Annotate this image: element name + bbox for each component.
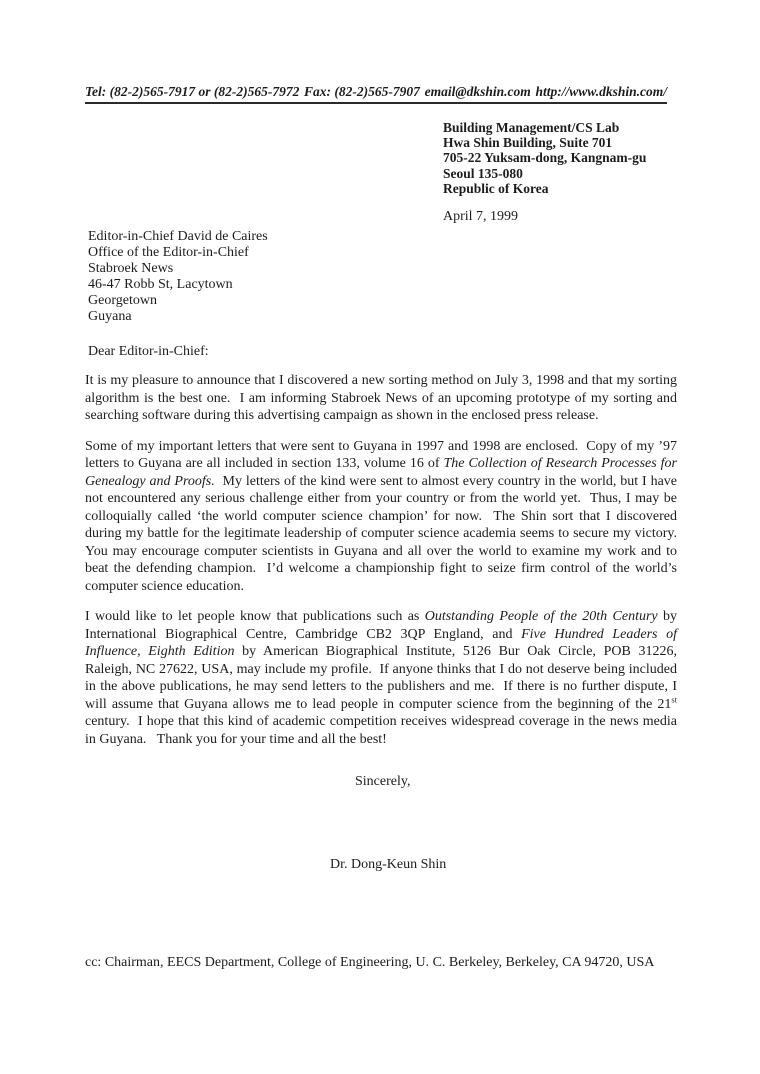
- closing-line: Sincerely,: [355, 774, 411, 789]
- salutation-line: Dear Editor-in-Chief:: [88, 344, 209, 359]
- body-paragraph-3: I would like to let people know that publications such as Outstanding People of the 20th Century by International Biographical Centre, Cambridge CB2 3QP England, and Five Hundred Leaders of Influence, Eighth Edition by American Biographical Institute, 5126 Bur Oak Circle, POB 31226, Raleigh, NC 27622, USA, may include my profile. If anyone thinks that I do not deserve being included in the above publications, he may send letters to the publishers and me. If there is no further dispute, I will assume that Guyana allows me to lead people in computer science from the beginning of the 21st century. I hope that this kind of academic competition receives widespread coverage in the news media in Guyana. Thank you for your time and all the best!: [85, 609, 681, 747]
- contact-tel: Tel: (82-2)565-7917 or (82-2)565-7972: [85, 84, 300, 99]
- date-line: April 7, 1999: [443, 209, 519, 224]
- sender-address-line: Hwa Shin Building, Suite 701: [443, 135, 613, 151]
- sender-address-line: Building Management/CS Lab: [443, 120, 620, 135]
- sender-address-block: [443, 120, 646, 196]
- contact-website: http://www.dkshin.com/: [535, 84, 667, 99]
- recipient-address-line: Guyana: [88, 309, 132, 324]
- recipient-address-line: Editor-in-Chief David de Caires: [88, 229, 268, 244]
- signature-name: Dr. Dong-Keun Shin: [330, 857, 447, 872]
- sender-address-line: 705-22 Yuksam-dong, Kangnam-gu: [443, 150, 647, 166]
- sender-address-line: Republic of Korea: [443, 180, 549, 196]
- letter-body: [85, 372, 684, 761]
- recipient-address-block: [88, 229, 268, 325]
- contact-fax: Fax: (82-2)565-7907: [304, 84, 420, 99]
- body-paragraph-1: It is my pleasure to announce that I discovered a new sorting method on July 3, 1998 and that my sorting algorithm is the best one. I am informing Stabroek News of an upcoming prototype of my sorting and searching software during this advertising campaign as shown in the enclosed press release.: [85, 373, 681, 423]
- recipient-address-line: 46-47 Robb St, Lacytown: [88, 277, 233, 292]
- body-paragraph-2: Some of my important letters that were sent to Guyana in 1997 and 1998 are enclosed. Copy of my ’97 letters to Guyana are all included in section 133, volume 16 of The Collection of Research Processes for Genealogy and Proofs. My letters of the kind were sent to almost every country in the world, but I have not encountered any serious challenge either from your country or from the world yet. Thus, I may be colloquially called ‘the world computer science champion’ for now. The Shin sort that I discovered during my battle for the legitimate leadership of computer science academia seems to secure my victory. You may encourage computer scientists in Guyana and all over the world to examine my work and to beat the defending champion. I’d welcome a championship fight to seize firm control of the world’s computer science education.: [85, 438, 684, 594]
- recipient-address-line: Georgetown: [88, 293, 157, 308]
- contact-email: email@dkshin.com: [424, 84, 531, 99]
- cc-line: cc: Chairman, EECS Department, College of Engineering, U. C. Berkeley, Berkeley, CA 94720, USA: [85, 955, 655, 970]
- sender-address-line: Seoul 135-080: [443, 165, 523, 181]
- recipient-address-line: Office of the Editor-in-Chief: [88, 245, 249, 260]
- contact-header-line: [85, 84, 667, 104]
- recipient-address-line: Stabroek News: [88, 261, 174, 276]
